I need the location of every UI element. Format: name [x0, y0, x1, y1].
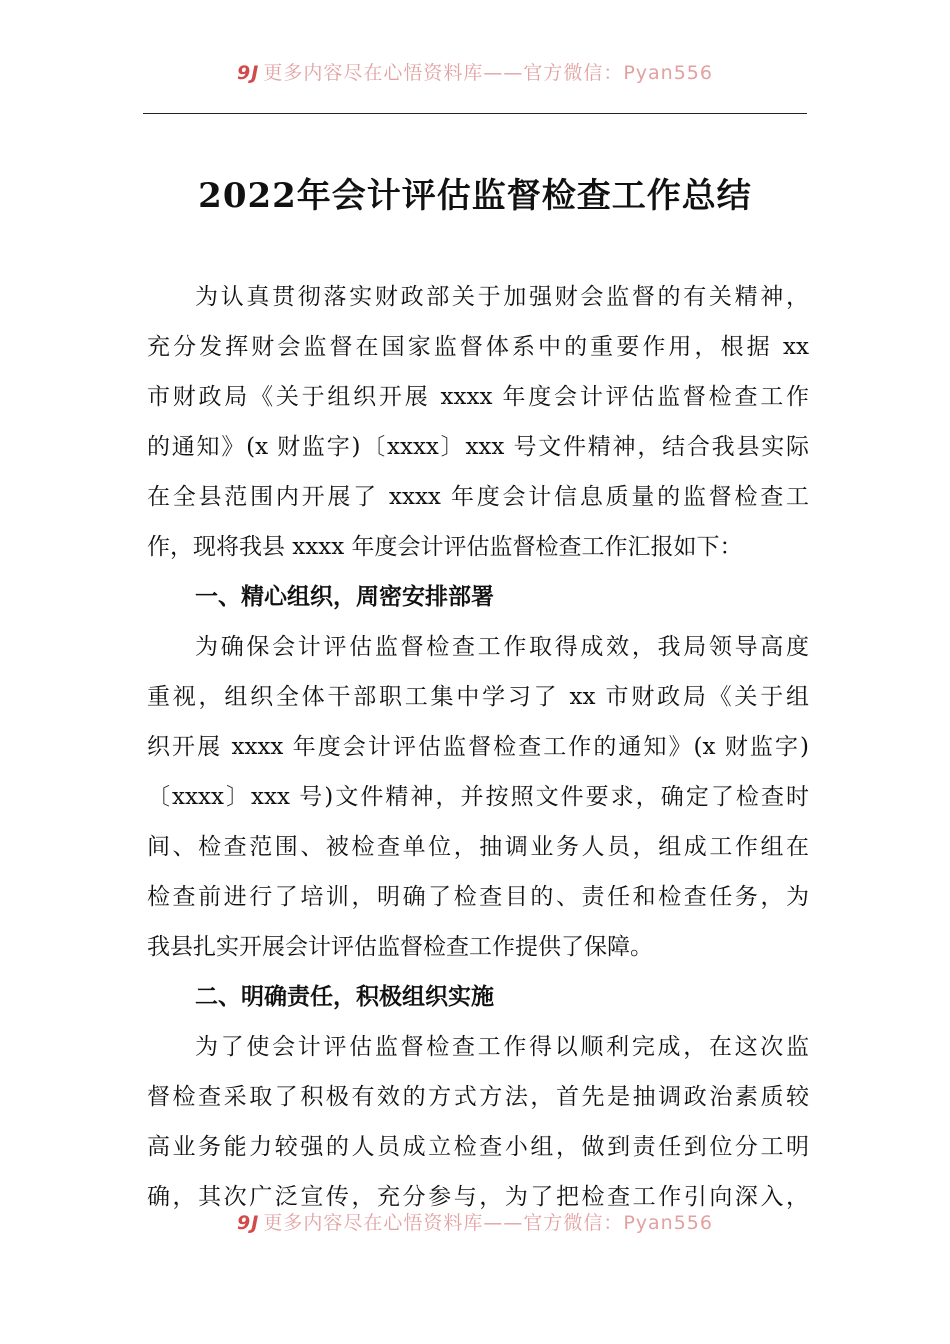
paragraph-line: 〔xxxx〕xxx 号)文件精神，并按照文件要求，确定了检查时	[147, 784, 809, 810]
paragraph-line: 确，其次广泛宣传，充分参与，为了把检查工作引向深入，	[147, 1184, 809, 1210]
paragraph-line: 高业务能力较强的人员成立检查小组，做到责任到位分工明	[147, 1134, 809, 1160]
section-heading-2: 二、明确责任，积极组织实施	[195, 984, 494, 1010]
document-title: 2022年会计评估监督检查工作总结	[198, 176, 752, 216]
watermark-logo-icon: 9J	[237, 1212, 260, 1234]
watermark-text: 更多内容尽在心悟资料库——官方微信：Pyan556	[263, 1212, 713, 1234]
paragraph-line: 为了使会计评估监督检查工作得以顺利完成，在这次监	[195, 1034, 809, 1060]
section-heading-1: 一、精心组织，周密安排部署	[195, 584, 494, 610]
document-body	[147, 275, 809, 1225]
paragraph-line: 在全县范围内开展了 xxxx 年度会计信息质量的监督检查工	[147, 484, 809, 510]
footer-watermark	[0, 1208, 950, 1235]
paragraph-line: 织开展 xxxx 年度会计评估监督检查工作的通知》(x 财监字)	[147, 734, 809, 760]
paragraph-line: 我县扎实开展会计评估监督检查工作提供了保障。	[147, 934, 653, 960]
header-divider	[143, 113, 807, 114]
paragraph-line: 重视，组织全体干部职工集中学习了 xx 市财政局《关于组	[147, 684, 809, 710]
paragraph-line: 督检查采取了积极有效的方式方法，首先是抽调政治素质较	[147, 1084, 809, 1110]
watermark-logo-icon: 9J	[237, 62, 260, 84]
paragraph-line: 作，现将我县 xxxx 年度会计评估监督检查工作汇报如下：	[147, 534, 743, 560]
paragraph-line: 市财政局《关于组织开展 xxxx 年度会计评估监督检查工作	[147, 384, 809, 410]
paragraph-line: 的通知》(x 财监字)〔xxxx〕xxx 号文件精神，结合我县实际	[147, 434, 809, 460]
header-watermark	[0, 58, 950, 85]
paragraph-line: 间、检查范围、被检查单位，抽调业务人员，组成工作组在	[147, 834, 809, 860]
paragraph-line: 检查前进行了培训，明确了检查目的、责任和检查任务，为	[147, 884, 809, 910]
watermark-text: 更多内容尽在心悟资料库——官方微信：Pyan556	[263, 62, 713, 84]
paragraph-line: 充分发挥财会监督在国家监督体系中的重要作用，根据 xx	[147, 334, 809, 360]
paragraph-line: 为确保会计评估监督检查工作取得成效，我局领导高度	[195, 634, 809, 660]
paragraph-line: 为认真贯彻落实财政部关于加强财会监督的有关精神，	[195, 284, 809, 310]
